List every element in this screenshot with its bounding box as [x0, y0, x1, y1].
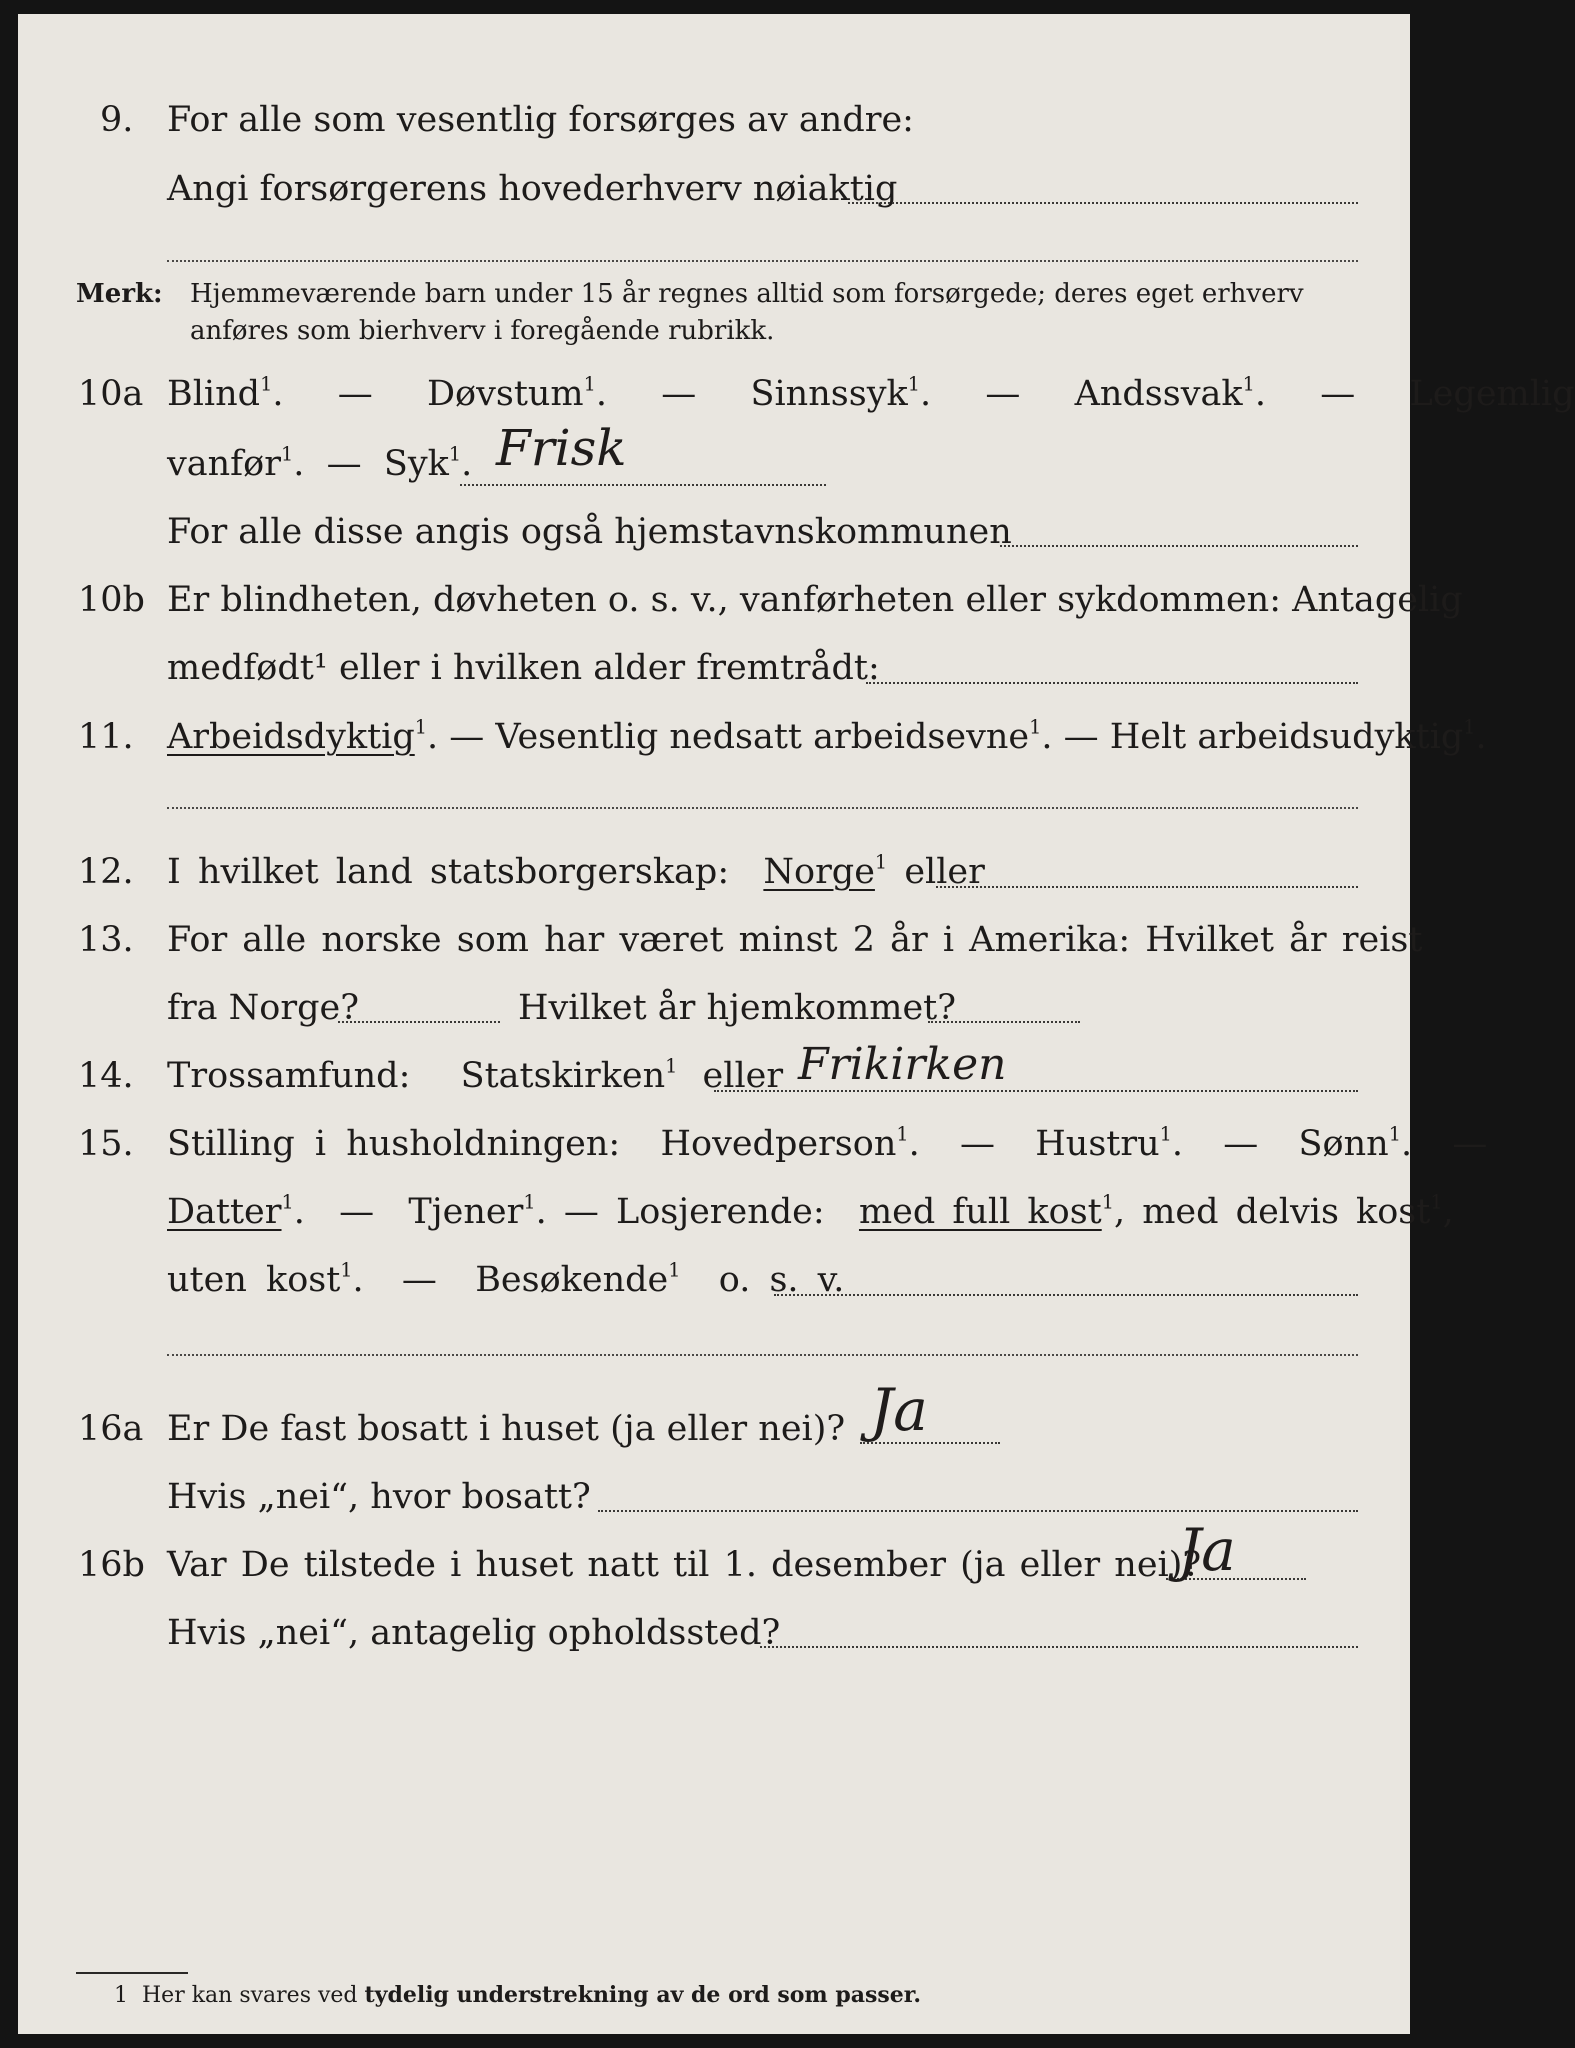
question-number-14: 14.: [78, 1056, 134, 1096]
option-nedsatt-arbeidsevne[interactable]: Vesentlig nedsatt arbeidsevne: [495, 717, 1030, 757]
option-blind[interactable]: Blind: [167, 374, 261, 414]
handwritten-answer-q16b: Ja: [1178, 1516, 1236, 1584]
q9-line-1: For alle som vesentlig forsørges av andre:: [167, 100, 914, 140]
option-tjener[interactable]: Tjener: [408, 1192, 524, 1232]
q15-line-3: uten kost$^1$. — Besøkende$^1$ o. s. v.: [167, 1258, 845, 1300]
option-dovstum[interactable]: Døvstum: [426, 374, 584, 414]
option-vanfor[interactable]: vanfør: [167, 444, 281, 484]
option-norge[interactable]: Norge: [763, 852, 875, 892]
q13-line-2b: Hvilket år hjemkommet?: [518, 988, 957, 1028]
answer-field-q10a-hjemstavn[interactable]: [1000, 545, 1358, 547]
q14-line-1: Trossamfund: Statskirken$^1$ eller: [167, 1054, 784, 1096]
question-number-12: 12.: [78, 852, 134, 892]
answer-field-q16a-bosatt[interactable]: [598, 1510, 1358, 1512]
census-form-page: [18, 14, 1575, 2034]
answer-field-q10a[interactable]: [460, 484, 826, 486]
answer-field-q13-hjemkommet[interactable]: [928, 1021, 1080, 1023]
q16b-line-2: Hvis „nei“, antagelig opholdssted?: [167, 1613, 781, 1653]
option-arbeidsdyktig[interactable]: Arbeidsdyktig: [167, 717, 415, 757]
question-number-9: 9.: [100, 100, 134, 140]
option-sonn[interactable]: Sønn: [1298, 1124, 1389, 1164]
answer-field-q10b[interactable]: [866, 682, 1358, 684]
option-hustru[interactable]: Hustru: [1035, 1124, 1160, 1164]
answer-field-q12[interactable]: [936, 886, 1358, 888]
option-legemlig[interactable]: Legemlig: [1409, 374, 1575, 414]
answer-field-q13-reist[interactable]: [338, 1021, 500, 1023]
option-besokende[interactable]: Besøkende: [475, 1260, 669, 1300]
handwritten-answer-q10a: Frisk: [496, 419, 627, 477]
option-statskirken[interactable]: Statskirken: [460, 1056, 666, 1096]
q13-line-1: For alle norske som har været minst 2 år i Amerika: Hvilket år reist: [167, 920, 1423, 960]
q16a-line-1: Er De fast bosatt i huset (ja eller nei)?: [167, 1409, 846, 1449]
question-number-10a: 10a: [78, 374, 144, 414]
option-med-delvis-kost[interactable]: med delvis kost: [1142, 1192, 1431, 1232]
q12-line-1: I hvilket land statsborgerskap: Norge$^1$ eller: [167, 850, 985, 892]
footnote: 1 Her kan svares ved tydelig understrekning av de ord som passer.: [114, 1982, 922, 2008]
q10b-line-1: Er blindheten, døvheten o. s. v., vanførheten eller sykdommen: Antagelig: [167, 580, 1463, 620]
answer-field-q16b-opholdssted[interactable]: [760, 1646, 1358, 1648]
q11-line-1: Arbeidsdyktig$^1$. — Vesentlig nedsatt arbeidsevne$^1$. — Helt arbeidsudyktig$^1$.: [167, 715, 1487, 757]
question-number-13: 13.: [78, 920, 134, 960]
footnote-divider: [76, 1972, 188, 1974]
q9-line-2: Angi forsørgerens hovederhverv nøiaktig: [167, 169, 898, 209]
question-number-11: 11.: [78, 717, 134, 757]
handwritten-answer-q14: Frikirken: [798, 1039, 1007, 1090]
note-line-2: anføres som bierhverv i foregående rubrikk.: [190, 316, 775, 346]
answer-field-q9[interactable]: [848, 202, 1358, 204]
option-andssvak[interactable]: Andssvak: [1074, 374, 1243, 414]
q10a-line-2: vanfør$^1$. — Syk$^1$.: [167, 442, 473, 484]
question-number-15: 15.: [78, 1124, 134, 1164]
q13-line-2a: fra Norge?: [167, 988, 359, 1028]
note-label: Merk:: [76, 279, 163, 309]
q15-line-2: Datter$^1$. — Tjener$^1$. — Losjerende: med full kost$^1$, med delvis kost$^1$,: [167, 1190, 1454, 1232]
option-datter[interactable]: Datter: [167, 1192, 282, 1232]
option-syk[interactable]: Syk: [383, 444, 449, 484]
q15-line-1: Stilling i husholdningen: Hovedperson$^1$. — Hustru$^1$. — Sønn$^1$. —: [167, 1122, 1488, 1164]
option-hovedperson[interactable]: Hovedperson: [660, 1124, 897, 1164]
answer-field-q15-continuation[interactable]: [167, 1354, 1358, 1356]
answer-field-q14[interactable]: [714, 1090, 1358, 1092]
answer-field-q11[interactable]: [167, 807, 1358, 809]
note-line-1: Hjemmeværende barn under 15 år regnes alltid som forsørgede; deres eget erhverv: [190, 279, 1304, 309]
q16b-line-1: Var De tilstede i huset natt til 1. desember (ja eller nei)?: [167, 1545, 1202, 1585]
handwritten-answer-q16a: Ja: [870, 1376, 928, 1444]
option-arbeidsudyktig[interactable]: Helt arbeidsudyktig: [1109, 717, 1464, 757]
q10a-line-3: For alle disse angis også hjemstavnskommunen: [167, 512, 1012, 552]
question-number-16a: 16a: [78, 1409, 144, 1449]
answer-field-q15[interactable]: [774, 1294, 1358, 1296]
option-uten-kost[interactable]: uten kost: [167, 1260, 341, 1300]
question-number-16b: 16b: [78, 1545, 145, 1585]
option-med-full-kost[interactable]: med full kost: [858, 1192, 1102, 1232]
answer-field-q9-continuation[interactable]: [167, 260, 1358, 262]
q10a-line-1: Blind$^1$. — Døvstum$^1$. — Sinnssyk$^1$. — Andssvak$^1$. — Legemlig: [167, 372, 1575, 414]
question-number-10b: 10b: [78, 580, 145, 620]
q10b-line-2: medfødt¹ eller i hvilken alder fremtrådt:: [167, 648, 880, 688]
option-sinnssyk[interactable]: Sinnssyk: [750, 374, 908, 414]
q16a-line-2: Hvis „nei“, hvor bosatt?: [167, 1477, 591, 1517]
